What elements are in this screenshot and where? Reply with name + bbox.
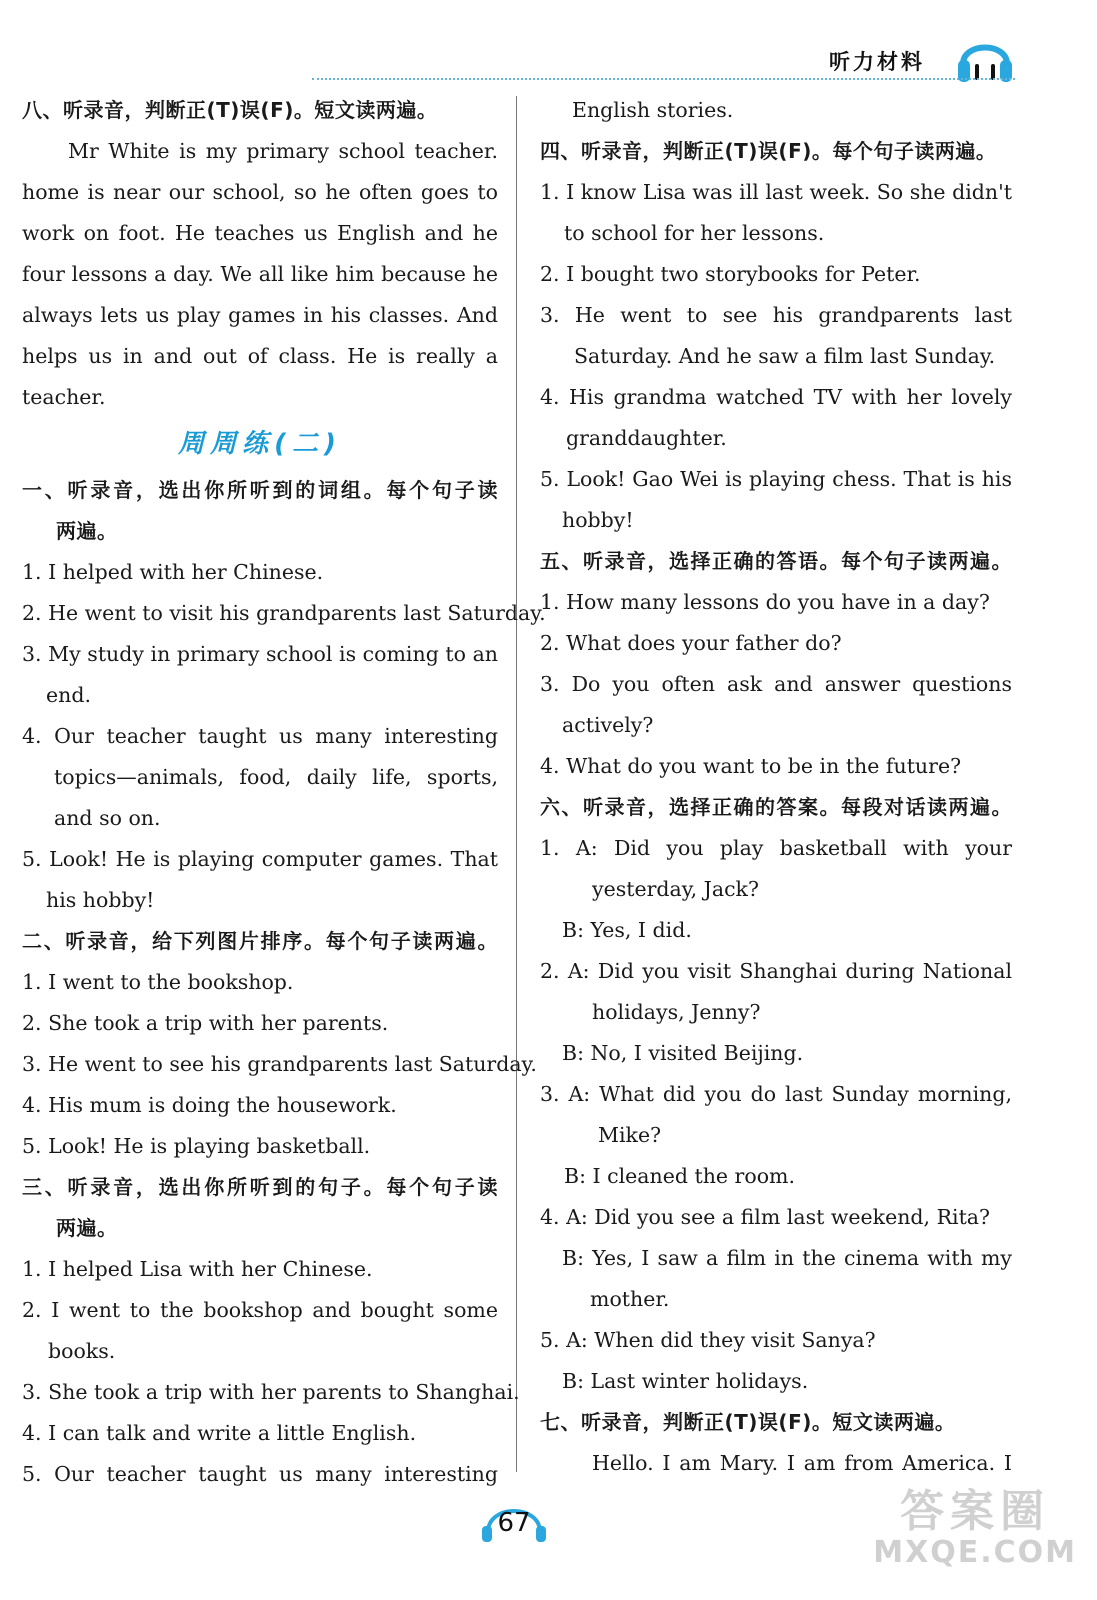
- text-line: 2. He went to visit his grandparents last Saturday.: [22, 601, 546, 625]
- text-line: helps us in and out of class. He is really a: [22, 344, 498, 368]
- section-heading: 三、听录音，选出你所听到的句子。每个句子读: [22, 1175, 498, 1199]
- text-line: actively?: [562, 713, 654, 737]
- text-line: 4. What do you want to be in the future?: [540, 754, 962, 778]
- header-label: 听力材料: [829, 50, 925, 74]
- text-line: 1. I helped Lisa with her Chinese.: [22, 1257, 373, 1281]
- section-heading: 五、听录音，选择正确的答语。每个句子读两遍。: [540, 549, 1012, 573]
- watermark: [873, 1488, 1077, 1570]
- section-heading: 七、听录音，判断正(T)误(F)。短文读两遍。: [540, 1410, 956, 1434]
- text-line: 4. His grandma watched TV with her lovely: [540, 385, 1012, 409]
- section-heading: 八、听录音，判断正(T)误(F)。短文读两遍。: [22, 98, 438, 122]
- section-heading: 一、听录音，选出你所听到的词组。每个句子读: [22, 478, 498, 502]
- section-title: 周周练(二): [178, 429, 342, 459]
- text-line: hobby!: [562, 508, 634, 532]
- text-line: 3. Do you often ask and answer questions: [540, 672, 1012, 696]
- text-line: and so on.: [54, 806, 161, 830]
- text-line: 4. His mum is doing the housework.: [22, 1093, 397, 1117]
- text-line: mother.: [590, 1287, 670, 1311]
- text-line: 2. What does your father do?: [540, 631, 842, 655]
- text-line: 5. Look! Gao Wei is playing chess. That is his: [540, 467, 1012, 491]
- section-heading: 六、听录音，选择正确的答案。每段对话读两遍。: [540, 795, 1012, 819]
- page-number: 67: [497, 1508, 531, 1538]
- text-line: 4. A: Did you see a film last weekend, Rita?: [540, 1205, 991, 1229]
- header-dotted-rule: [312, 78, 1015, 80]
- text-line: Mike?: [598, 1123, 662, 1147]
- text-line: 2. I bought two storybooks for Peter.: [540, 262, 921, 286]
- page-footer: [478, 1498, 550, 1544]
- text-line: 2. I went to the bookshop and bought some: [22, 1298, 498, 1322]
- text-line: 2. A: Did you visit Shanghai during National: [540, 959, 1012, 983]
- text-line: books.: [48, 1339, 116, 1363]
- text-line: 1. How many lessons do you have in a day?: [540, 590, 990, 614]
- watermark-url: MXQE.COM: [873, 1535, 1077, 1570]
- text-line: 1. A: Did you play basketball with your: [540, 836, 1012, 860]
- text-line: English stories.: [572, 98, 734, 122]
- text-line: 1. I helped with her Chinese.: [22, 560, 324, 584]
- left-column: [22, 90, 546, 1495]
- text-line: 4. I can talk and write a little English.: [22, 1421, 417, 1445]
- text-line: holidays, Jenny?: [592, 1000, 761, 1024]
- text-line: B: No, I visited Beijing.: [562, 1041, 804, 1065]
- text-line: four lessons a day. We all like him because he: [22, 262, 498, 286]
- text-line: 2. She took a trip with her parents.: [22, 1011, 389, 1035]
- text-line: B: Yes, I did.: [562, 918, 692, 942]
- text-line: B: Yes, I saw a film in the cinema with my: [562, 1246, 1012, 1270]
- watermark-logo-text: 答案圈: [900, 1486, 1051, 1537]
- text-line: 3. My study in primary school is coming to an: [22, 642, 498, 666]
- text-line: 3. He went to see his grandparents last: [540, 303, 1012, 327]
- text-line: 5. Look! He is playing basketball.: [22, 1134, 371, 1158]
- text-line: end.: [46, 683, 91, 707]
- text-line: always lets us play games in his classes. And: [22, 303, 498, 327]
- text-line: B: I cleaned the room.: [564, 1164, 795, 1188]
- text-line: Saturday. And he saw a film last Sunday.: [574, 344, 996, 368]
- text-line: 5. Look! He is playing computer games. That: [22, 847, 498, 871]
- text-line: home is near our school, so he often goes to: [22, 180, 498, 204]
- text-line: granddaughter.: [566, 426, 727, 450]
- section-heading: 两遍。: [56, 1216, 118, 1240]
- text-line: 5. A: When did they visit Sanya?: [540, 1328, 876, 1352]
- text-line: 3. A: What did you do last Sunday morning,: [540, 1082, 1012, 1106]
- text-line: Hello. I am Mary. I am from America. I: [592, 1451, 1012, 1475]
- text-line: B: Last winter holidays.: [562, 1369, 809, 1393]
- column-divider: [516, 96, 517, 1472]
- text-line: teacher.: [22, 385, 106, 409]
- text-line: work on foot. He teaches us English and he: [22, 221, 498, 245]
- text-line: 3. He went to see his grandparents last Saturday.: [22, 1052, 537, 1076]
- text-line: to school for her lessons.: [564, 221, 825, 245]
- section-heading: 四、听录音，判断正(T)误(F)。每个句子读两遍。: [540, 139, 997, 163]
- section-heading: 二、听录音，给下列图片排序。每个句子读两遍。: [22, 929, 498, 953]
- text-line: 3. She took a trip with her parents to Shanghai.: [22, 1380, 520, 1404]
- page-header: [0, 28, 1097, 88]
- text-line: 1. I went to the bookshop.: [22, 970, 294, 994]
- text-line: 5. Our teacher taught us many interesting: [22, 1462, 498, 1486]
- text-line: 1. I know Lisa was ill last week. So she didn't: [540, 180, 1012, 204]
- text-line: topics—animals, food, daily life, sports,: [54, 765, 498, 789]
- text-line: his hobby!: [46, 888, 155, 912]
- right-column: [540, 90, 1012, 1484]
- text-line: 4. Our teacher taught us many interesting: [22, 724, 498, 748]
- text-line: Mr White is my primary school teacher.: [68, 139, 498, 163]
- section-heading: 两遍。: [56, 519, 118, 543]
- text-line: yesterday, Jack?: [592, 877, 759, 901]
